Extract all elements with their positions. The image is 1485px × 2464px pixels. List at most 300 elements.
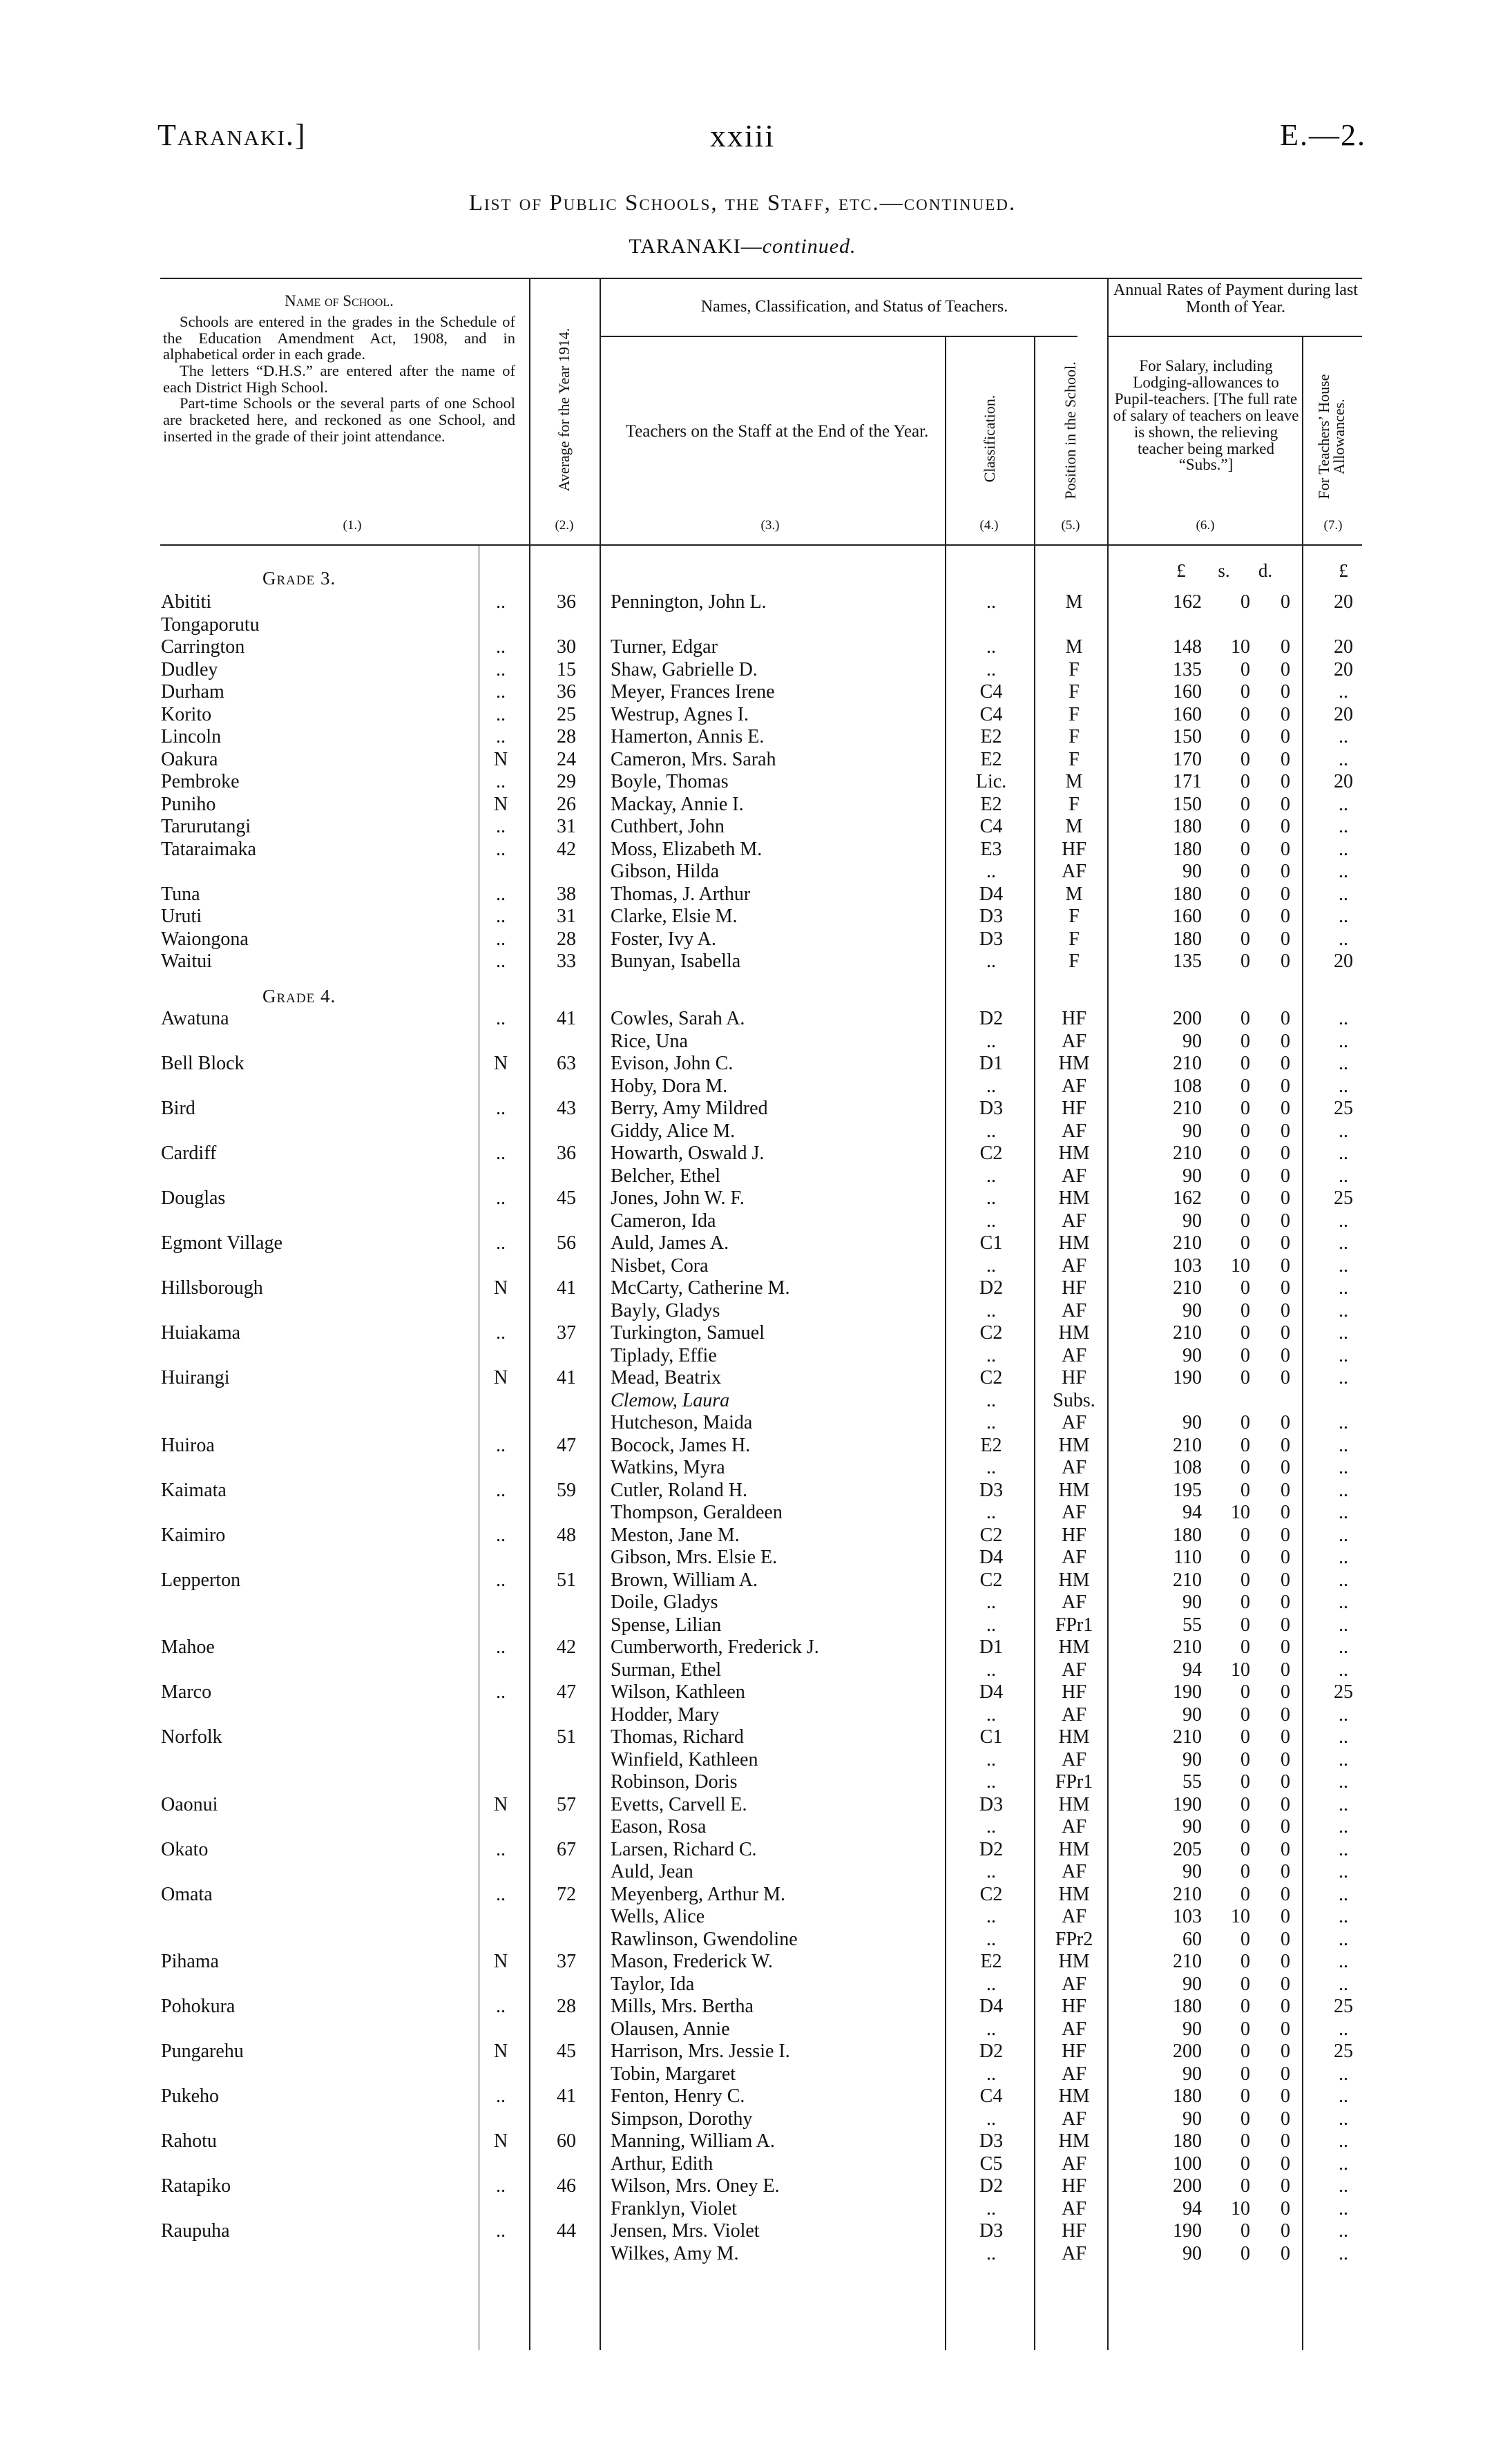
classification: E3 (980, 838, 1002, 860)
house-allowance: .. (1339, 1165, 1348, 1187)
note-mark: .. (496, 2220, 506, 2242)
table-row (0, 1098, 1485, 1120)
classification: E2 (980, 793, 1002, 815)
table-row (0, 1681, 1485, 1704)
position: HM (1058, 1322, 1090, 1344)
salary-pence: 0 (1281, 1008, 1290, 1029)
position: FPr1 (1055, 1614, 1093, 1636)
school-name: Uruti (161, 906, 202, 927)
salary-shillings: 0 (1240, 2175, 1250, 2197)
salary-pence: 0 (1281, 861, 1290, 882)
salary-pounds: 103 (1173, 1254, 1202, 1277)
average-attendance: 31 (557, 906, 576, 927)
school-name: Pohokura (161, 1996, 236, 2017)
salary-shillings: 0 (1240, 591, 1250, 613)
average-attendance: 63 (557, 1053, 576, 1074)
school-name: Huiroa (161, 1434, 215, 1456)
house-allowance: 25 (1334, 1681, 1353, 1703)
classification: C2 (979, 1367, 1003, 1388)
school-name: Bird (161, 1098, 195, 1119)
classification: C4 (979, 816, 1003, 837)
position: HM (1058, 2085, 1090, 2107)
note-mark: .. (496, 1524, 506, 1546)
note-mark: .. (496, 1232, 506, 1254)
average-attendance: 47 (557, 1434, 576, 1456)
salary-pence: 0 (1281, 1659, 1290, 1681)
position: FPr2 (1055, 1928, 1093, 1950)
note-mark: .. (496, 816, 506, 837)
note-mark: .. (496, 703, 506, 725)
position: HF (1062, 2220, 1086, 2242)
salary-pence: 0 (1281, 1614, 1290, 1636)
classification: .. (986, 1861, 996, 1882)
salary-pence: 0 (1281, 2152, 1290, 2175)
teacher-name: Thomas, Richard (611, 1726, 744, 1748)
salary-pence: 0 (1281, 1187, 1290, 1209)
note-mark: .. (496, 928, 506, 950)
note-mark: N (493, 793, 508, 815)
house-allowance: .. (1339, 928, 1348, 950)
classification: .. (986, 1210, 996, 1232)
table-row (0, 1322, 1485, 1345)
table-row (0, 1412, 1485, 1435)
salary-shillings: 0 (1240, 1748, 1250, 1770)
average-attendance: 44 (557, 2220, 576, 2242)
teacher-name: Surman, Ethel (611, 1659, 722, 1681)
school-name: Douglas (161, 1187, 226, 1209)
salary-pounds: 210 (1173, 1053, 1202, 1074)
house-allowance: .. (1339, 726, 1348, 747)
house-allowance: .. (1339, 1053, 1348, 1074)
school-name: Tarurutangi (161, 816, 251, 837)
salary-pounds: 180 (1173, 2085, 1202, 2107)
teacher-name: Cumberworth, Frederick J. (611, 1636, 819, 1658)
table-row (0, 1390, 1485, 1413)
note-mark: N (493, 2041, 508, 2062)
teacher-name: Bocock, James H. (611, 1434, 751, 1456)
salary-pence: 0 (1281, 1771, 1290, 1793)
classification: D2 (979, 1838, 1004, 1860)
salary-pence: 0 (1281, 2063, 1290, 2085)
teacher-name: Belcher, Ethel (611, 1165, 721, 1187)
teacher-name: Nisbet, Cora (611, 1254, 709, 1277)
salary-shillings: 0 (1240, 838, 1250, 860)
salary-shillings: 0 (1240, 2152, 1250, 2175)
header-bottom-rule (160, 544, 1362, 546)
house-allowance: .. (1339, 1726, 1348, 1748)
colnum-7: (7.) (1323, 518, 1343, 533)
teacher-name: Doile, Gladys (611, 1592, 718, 1613)
school-name: Ratapiko (161, 2175, 231, 2197)
house-allowance: .. (1339, 2130, 1348, 2152)
salary-pounds: 94 (1182, 1659, 1202, 1681)
salary-pence: 0 (1281, 1299, 1290, 1321)
house-allowance: .. (1339, 1636, 1348, 1658)
house-allowance: .. (1339, 838, 1348, 860)
position: M (1065, 636, 1083, 658)
table-row (0, 884, 1485, 906)
salary-pence: 0 (1281, 1434, 1290, 1456)
house-allowance: .. (1339, 1659, 1348, 1681)
average-attendance: 37 (557, 1322, 576, 1344)
salary-pounds: 150 (1173, 793, 1202, 815)
salary-pounds: 90 (1182, 1210, 1202, 1232)
classification: .. (986, 1165, 996, 1187)
position: AF (1062, 2152, 1086, 2175)
colnum-5: (5.) (1061, 518, 1080, 533)
school-name: Pungarehu (161, 2041, 244, 2062)
salary-pence: 0 (1281, 928, 1290, 950)
salary-pounds: 210 (1173, 1232, 1202, 1254)
classification: D2 (979, 2041, 1004, 2062)
classification: D1 (979, 1053, 1004, 1074)
teacher-name: Cuthbert, John (611, 816, 725, 837)
salary-pence: 0 (1281, 1861, 1290, 1882)
note-mark: N (493, 748, 508, 770)
salary-pence: 0 (1281, 906, 1290, 927)
table-row (0, 1076, 1485, 1098)
salary-shillings: 0 (1240, 681, 1250, 703)
salary-pence: 0 (1281, 1412, 1290, 1433)
teacher-name: Evetts, Carvell E. (611, 1793, 747, 1815)
salary-pence: 0 (1281, 1951, 1290, 1972)
classification: C2 (979, 1569, 1003, 1591)
house-allowance: 20 (1334, 703, 1353, 725)
teacher-name: Franklyn, Violet (611, 2197, 737, 2219)
school-name: Lepperton (161, 1569, 241, 1591)
teacher-name: Winfield, Kathleen (611, 1748, 758, 1770)
salary-pence: 0 (1281, 1075, 1290, 1097)
school-name: Oaonui (161, 1793, 218, 1815)
table-row (0, 704, 1485, 727)
table-row (0, 1861, 1485, 1884)
salary-pounds: 148 (1173, 636, 1202, 658)
salary-pence: 0 (1281, 1906, 1290, 1927)
position: AF (1062, 1861, 1086, 1882)
salary-pence: 0 (1281, 1524, 1290, 1546)
note-mark: .. (496, 636, 506, 658)
salary-pence: 0 (1281, 1030, 1290, 1052)
salary-pounds: 210 (1173, 1951, 1202, 1972)
salary-shillings: 0 (1240, 2108, 1250, 2130)
position: AF (1062, 1973, 1086, 1995)
house-allowance: .. (1339, 1299, 1348, 1321)
salary-pence: 0 (1281, 1816, 1290, 1837)
teacher-name: Mason, Frederick W. (611, 1951, 773, 1972)
classification: C5 (979, 2152, 1003, 2175)
salary-shillings: 0 (1240, 726, 1250, 747)
salary-shillings: 0 (1240, 2063, 1250, 2085)
teacher-name: Gibson, Hilda (611, 861, 720, 882)
table-row (0, 2153, 1485, 2176)
position: AF (1062, 2018, 1086, 2040)
unit-pence: d. (1258, 560, 1273, 581)
average-attendance: 59 (557, 1479, 576, 1501)
salary-shillings: 0 (1240, 1479, 1250, 1501)
table-row (0, 2130, 1485, 2153)
school-note-1: Schools are entered in the grades in the Schedule of the Education Amendment Act, 1908, and in alphabetical order in each grade. (163, 313, 515, 363)
position: AF (1062, 1547, 1086, 1568)
table-row (0, 1636, 1485, 1659)
table-row (0, 591, 1485, 614)
salary-pence: 0 (1281, 1996, 1290, 2017)
school-column-header (163, 293, 515, 444)
page-number: xxiii (709, 118, 776, 153)
teacher-name: Rice, Una (611, 1030, 688, 1052)
position: AF (1062, 1344, 1086, 1366)
table-row (0, 2243, 1485, 2266)
salary-shillings: 0 (1240, 1165, 1250, 1187)
average-attendance: 42 (557, 1636, 576, 1658)
salary-pounds: 90 (1182, 1748, 1202, 1770)
salary-pounds: 210 (1173, 1098, 1202, 1119)
table-row (0, 1771, 1485, 1794)
classification: .. (986, 1703, 996, 1726)
salary-pence: 0 (1281, 1232, 1290, 1254)
note-mark: .. (496, 906, 506, 927)
house-allowance: 20 (1334, 771, 1353, 792)
teacher-name: Giddy, Alice M. (611, 1120, 736, 1142)
colnum-6: (6.) (1196, 518, 1215, 533)
table-row (0, 681, 1485, 704)
teacher-name: Hutcheson, Maida (611, 1412, 753, 1433)
salary-shillings: 0 (1240, 1367, 1250, 1388)
table-row (0, 794, 1485, 816)
classification: .. (986, 591, 996, 613)
classification: C2 (979, 1143, 1003, 1164)
header-mid-rule-rates (1108, 336, 1362, 337)
teacher-name: Gibson, Mrs. Elsie E. (611, 1547, 778, 1568)
house-allowance: .. (1339, 861, 1348, 882)
teacher-name: Brown, William A. (611, 1569, 758, 1591)
salary-shillings: 0 (1240, 1973, 1250, 1995)
note-mark: .. (496, 1098, 506, 1119)
teacher-name: Cameron, Ida (611, 1210, 716, 1232)
position: AF (1062, 861, 1086, 882)
average-attendance: 25 (557, 703, 576, 725)
salary-pounds: 90 (1182, 1165, 1202, 1187)
note-mark: N (493, 1367, 508, 1388)
unit-shilling: s. (1218, 560, 1230, 581)
classification: .. (986, 636, 996, 658)
note-mark: .. (496, 951, 506, 972)
average-attendance: 42 (557, 838, 576, 860)
table-row (0, 1839, 1485, 1862)
salary-shillings: 0 (1240, 1187, 1250, 1209)
salary-pence: 0 (1281, 838, 1290, 860)
salary-pounds: 135 (1173, 951, 1202, 972)
teacher-name: Wilson, Mrs. Oney E. (611, 2175, 780, 2197)
classification: .. (986, 1344, 996, 1366)
salary-shillings: 0 (1240, 1412, 1250, 1433)
salary-shillings: 0 (1240, 1726, 1250, 1748)
school-name: Oakura (161, 748, 218, 770)
school-name: Pihama (161, 1951, 219, 1972)
average-attendance: 15 (557, 658, 576, 680)
salary-shillings: 0 (1240, 703, 1250, 725)
salary-shillings: 10 (1231, 1254, 1250, 1277)
teacher-name: Hoby, Dora M. (611, 1075, 728, 1097)
house-allowance: .. (1339, 883, 1348, 905)
salary-pounds: 160 (1173, 906, 1202, 927)
salary-pounds: 190 (1173, 1793, 1202, 1815)
salary-shillings: 0 (1240, 951, 1250, 972)
note-mark: .. (496, 2175, 506, 2197)
salary-shillings: 0 (1240, 1816, 1250, 1837)
table-row (0, 1143, 1485, 1165)
salary-shillings: 10 (1231, 1906, 1250, 1927)
classification: .. (986, 2242, 996, 2264)
salary-pence: 0 (1281, 1748, 1290, 1770)
teacher-name: Simpson, Dorothy (611, 2108, 753, 2130)
teacher-name: Foster, Ivy A. (611, 928, 716, 950)
house-allowance: 25 (1334, 1187, 1353, 1209)
house-allowance: .. (1339, 2018, 1348, 2040)
classification-header: Classification. (981, 394, 998, 483)
teacher-name: Larsen, Richard C. (611, 1838, 757, 1860)
table-row (0, 1232, 1485, 1255)
salary-pence: 0 (1281, 703, 1290, 725)
average-attendance: 38 (557, 883, 576, 905)
house-allowance: 20 (1334, 658, 1353, 680)
classification: E2 (980, 1951, 1002, 1972)
teacher-name: Cameron, Mrs. Sarah (611, 748, 776, 770)
position: AF (1062, 1906, 1086, 1927)
classification: .. (986, 1389, 996, 1411)
position: HM (1058, 2130, 1090, 2152)
salary-pounds: 190 (1173, 1367, 1202, 1388)
teacher-name: Manning, William A. (611, 2130, 775, 2152)
classification: D3 (979, 1098, 1004, 1119)
classification: C1 (979, 1726, 1003, 1748)
salary-pounds: 180 (1173, 816, 1202, 837)
note-mark: .. (496, 1479, 506, 1501)
table-row (0, 726, 1485, 749)
school-name: Rahotu (161, 2130, 217, 2152)
average-attendance: 26 (557, 793, 576, 815)
classification: C4 (979, 681, 1003, 703)
teacher-name: Spense, Lilian (611, 1614, 722, 1636)
salary-shillings: 0 (1240, 928, 1250, 950)
classification: C1 (979, 1232, 1003, 1254)
salary-pounds: 55 (1182, 1771, 1202, 1793)
house-allowance: .. (1339, 1412, 1348, 1433)
house-allowance: .. (1339, 1816, 1348, 1837)
page-header-left: Taranaki.] (157, 118, 307, 152)
house-allowance: .. (1339, 2108, 1348, 2130)
classification: .. (986, 1906, 996, 1927)
position: AF (1062, 1030, 1086, 1052)
note-mark: .. (496, 1996, 506, 2017)
house-allowance: .. (1339, 1008, 1348, 1029)
classification: D2 (979, 1008, 1004, 1029)
salary-pounds: 90 (1182, 1412, 1202, 1433)
house-allowance: 25 (1334, 1996, 1353, 2017)
salary-pence: 0 (1281, 1681, 1290, 1703)
note-mark: .. (496, 726, 506, 747)
teacher-name: Mills, Mrs. Bertha (611, 1996, 754, 2017)
salary-pence: 0 (1281, 591, 1290, 613)
school-name: Cardiff (161, 1143, 217, 1164)
teacher-name: Jensen, Mrs. Violet (611, 2220, 760, 2242)
salary-shillings: 0 (1240, 1143, 1250, 1164)
classification: .. (986, 1748, 996, 1770)
teacher-name: Cowles, Sarah A. (611, 1008, 745, 1029)
salary-shillings: 0 (1240, 1996, 1250, 2017)
salary-shillings: 0 (1240, 1793, 1250, 1815)
house-allowance: .. (1339, 1322, 1348, 1344)
average-attendance: 31 (557, 816, 576, 837)
salary-pounds: 135 (1173, 658, 1202, 680)
teacher-name: Olausen, Annie (611, 2018, 730, 2040)
house-allowance: 25 (1334, 2041, 1353, 2062)
salary-pounds: 90 (1182, 2108, 1202, 2130)
house-allowance: .. (1339, 1457, 1348, 1478)
teacher-name: Bayly, Gladys (611, 1299, 720, 1321)
salary-pounds: 110 (1173, 1547, 1202, 1568)
house-allowance: .. (1339, 1703, 1348, 1726)
school-name: Carrington (161, 636, 245, 658)
position: M (1065, 883, 1083, 905)
salary-pounds: 210 (1173, 1434, 1202, 1456)
average-attendance: 24 (557, 748, 576, 770)
salary-pence: 0 (1281, 1502, 1290, 1523)
salary-pence: 0 (1281, 2242, 1290, 2264)
table-row (0, 1974, 1485, 1996)
salary-pounds: 205 (1173, 1838, 1202, 1860)
salary-shillings: 0 (1240, 1322, 1250, 1344)
note-mark: N (493, 1053, 508, 1074)
teacher-name: Clemow, Laura (611, 1389, 730, 1411)
classification: C2 (979, 1524, 1003, 1546)
classification: E2 (980, 1434, 1002, 1456)
unit-pound-house: £ (1339, 560, 1348, 581)
house-allowance: .. (1339, 1075, 1348, 1097)
house-allowance: 20 (1334, 951, 1353, 972)
teacher-name: Fenton, Henry C. (611, 2085, 745, 2107)
rates-group-header: Annual Rates of Payment during last Month of Year. (1113, 281, 1358, 316)
salary-shillings: 0 (1240, 1569, 1250, 1591)
table-row (0, 1547, 1485, 1569)
table-row (0, 1569, 1485, 1592)
note-mark: .. (496, 1322, 506, 1344)
position: AF (1062, 1659, 1086, 1681)
table-row (0, 2108, 1485, 2131)
salary-shillings: 0 (1240, 883, 1250, 905)
names-group-header: Names, Classification, and Status of Teachers. (700, 298, 1008, 316)
salary-pounds: 94 (1182, 1502, 1202, 1523)
table-row (0, 749, 1485, 772)
teacher-name: Meyenberg, Arthur M. (611, 1883, 785, 1905)
salary-pence: 0 (1281, 658, 1290, 680)
salary-shillings: 0 (1240, 906, 1250, 927)
salary-pence: 0 (1281, 1793, 1290, 1815)
table-row (0, 906, 1485, 928)
table-row (0, 1659, 1485, 1682)
salary-pence: 0 (1281, 1592, 1290, 1613)
school-name: Tuna (161, 883, 200, 905)
school-name: Omata (161, 1883, 213, 1905)
classification: .. (986, 2018, 996, 2040)
table-row (0, 1794, 1485, 1817)
table-row (0, 1614, 1485, 1637)
teacher-name: Jones, John W. F. (611, 1187, 745, 1209)
teacher-name: Robinson, Doris (611, 1771, 738, 1793)
salary-pence: 0 (1281, 636, 1290, 658)
position: AF (1062, 1299, 1086, 1321)
table-row (0, 1996, 1485, 2018)
salary-pence: 0 (1281, 1165, 1290, 1187)
